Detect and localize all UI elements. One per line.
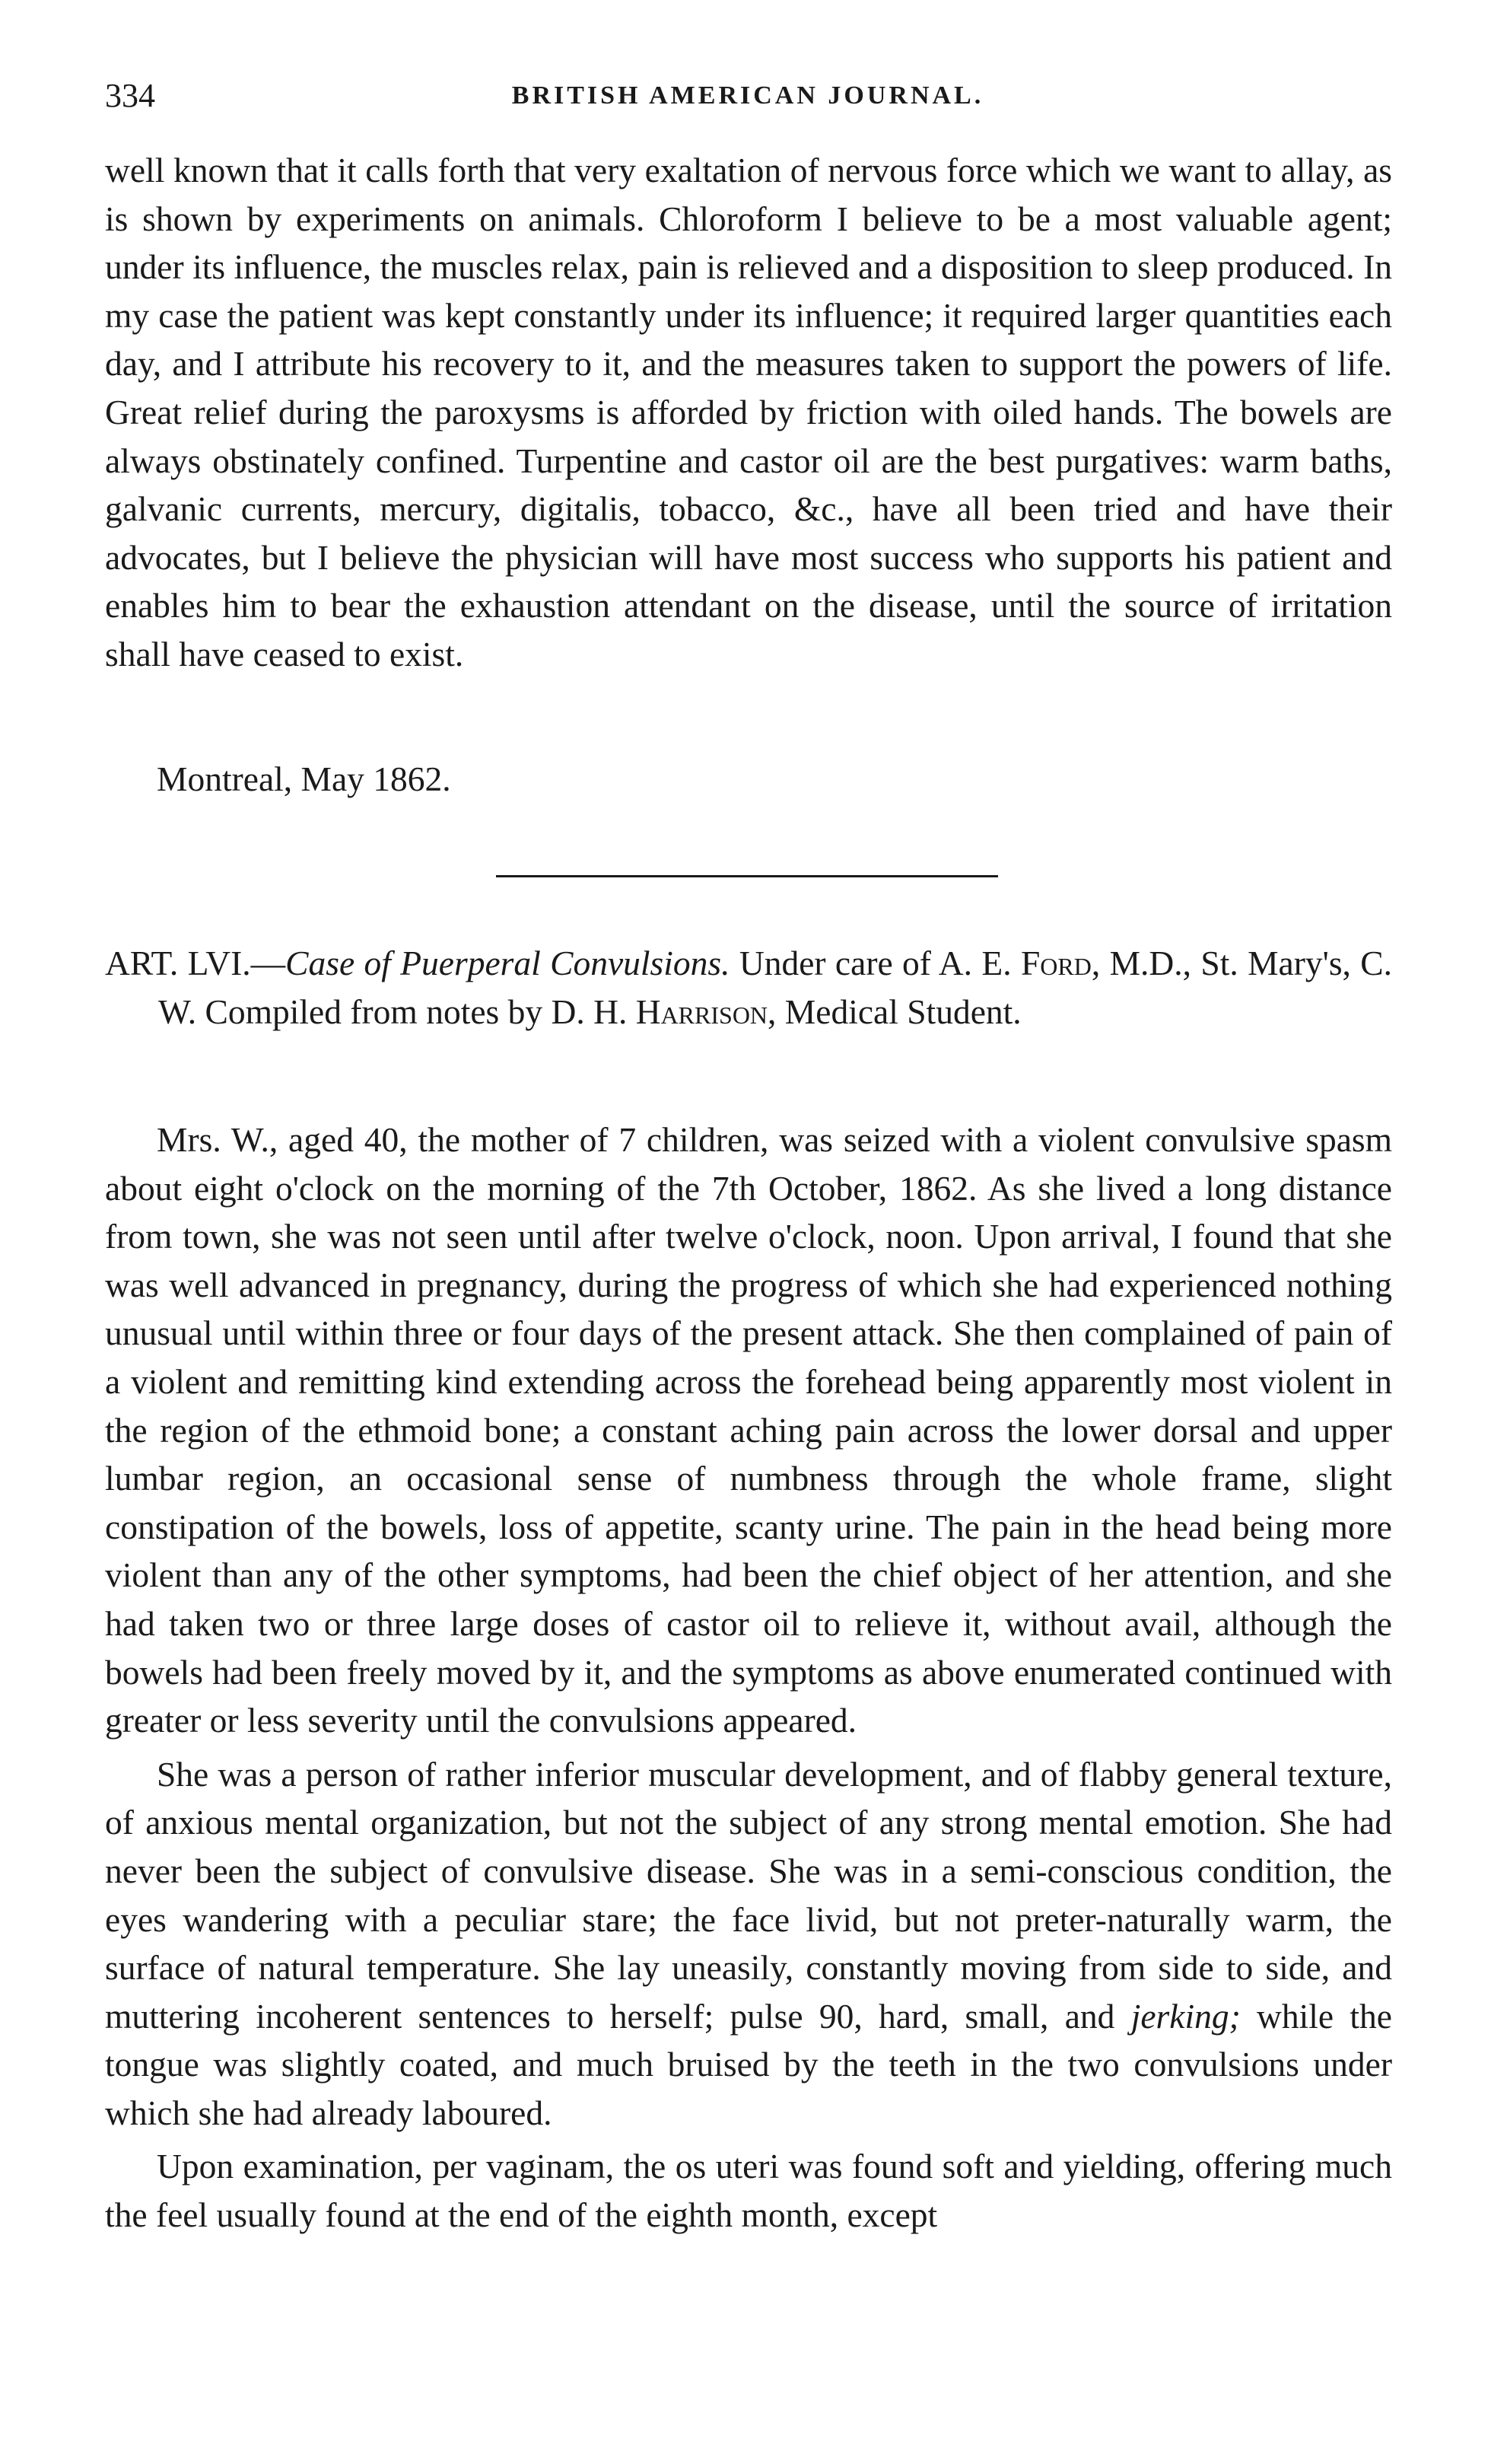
journal-title: BRITISH AMERICAN JOURNAL. (511, 81, 984, 110)
body-paragraph-2-end: while the tongue was slightly coated, and much bruised by the teeth in the two convulsions under which she had already laboured. (105, 1996, 1392, 2132)
body-paragraph-1: Mrs. W., aged 40, the mother of 7 children, was seized with a violent convulsive spasm about eight o'clock on the morning of the 7th October, 1862. As she lived a long distance from town, she was not seen until after twelve o'clock, noon. Upon arrival, I found that she was well advanced in pregnancy, during the progress of which she had experienced nothing unusual until within three or four days of the present attack. She then complained of pain of a violent and remitting kind extending across the forehead being apparently most violent in the region of the ethmoid bone; a constant aching pain across the lower dorsal and upper lumbar region, an occasional sense of numbness through the whole frame, slight constipation of the bowels, loss of appetite, scanty urine. The pain in the head being more violent than any of the other symptoms, had been the chief object of her attention, and she had taken two or three large doses of castor oil to relieve it, without avail, although the bowels had been freely moved by it, and the symptoms as above enumerated continued with greater or less severity until the convulsions appeared. (105, 1120, 1392, 1740)
compiled-text: Compiled from notes by (205, 992, 543, 1031)
body-paragraph-3: Upon examination, per vaginam, the os uteri was found soft and yielding, offering much the feel usually found at the end of the eighth month, except (105, 2147, 1392, 2235)
section-divider (496, 875, 998, 877)
location: St. Mary's, C. W. (158, 944, 1392, 1031)
under-care-text: Under care of (739, 944, 931, 982)
compiler-surname: Harrison (635, 992, 768, 1031)
article-heading (105, 939, 1392, 1036)
body-paragraph-2 (105, 1750, 1392, 2138)
body-paragraph-2-start: She was a person of rather inferior muscular development, and of flabby general texture, of anxious mental organization, but not the subject of any strong mental emotion. She had never been the subject of convulsive disease. She was in a semi-conscious condition, the eyes wandering with a peculiar stare; the face livid, but not preter-naturally warm, the surface of natural temperature. She lay uneasily, constantly moving from side to side, and muttering incoherent sentences to herself; pulse 90, hard, small, and (105, 1754, 1392, 2036)
compiler-initials: D. H. (551, 992, 628, 1031)
signature-line: Montreal, May 1862. (157, 759, 451, 798)
article-title: Case of Puerperal Convulsions. (285, 944, 730, 982)
article-number: ART. LVI.— (105, 944, 286, 982)
running-head (105, 73, 1391, 119)
doctor-initials: A. E. (938, 944, 1012, 982)
page-number: 334 (105, 77, 155, 114)
compiler-role: , Medical Student. (768, 992, 1022, 1031)
doctor-surname: Ford (1020, 944, 1092, 982)
doctor-degree: , M.D., (1091, 944, 1192, 982)
body-paragraph-2-italic: jerking; (1130, 1996, 1241, 2036)
continuation-paragraph: well known that it calls forth that very exaltation of nervous force which we want to allay, as is shown by experiments on animals. Chloroform I believe to be a most valuable agent; under its influence, the muscles relax, pain is relieved and a disposition to sleep produced. In my case the patient was kept constantly under its influence; it required larger quantities each day, and I attribute his recovery to it, and the measures taken to support the powers of life. Great relief during the paroxysms is afforded by friction with oiled hands. The bowels are always obstinately confined. Turpentine and castor oil are the best purgatives: warm baths, galvanic currents, mercury, digitalis, tobacco, &c., have all been tried and have their advocates, but I believe the physician will have most success who supports his patient and enables him to bear the exhaustion attendant on the disease, until the source of irritation shall have ceased to exist. (105, 151, 1392, 673)
article-body (105, 1116, 1392, 2245)
continuation-block (105, 146, 1392, 679)
